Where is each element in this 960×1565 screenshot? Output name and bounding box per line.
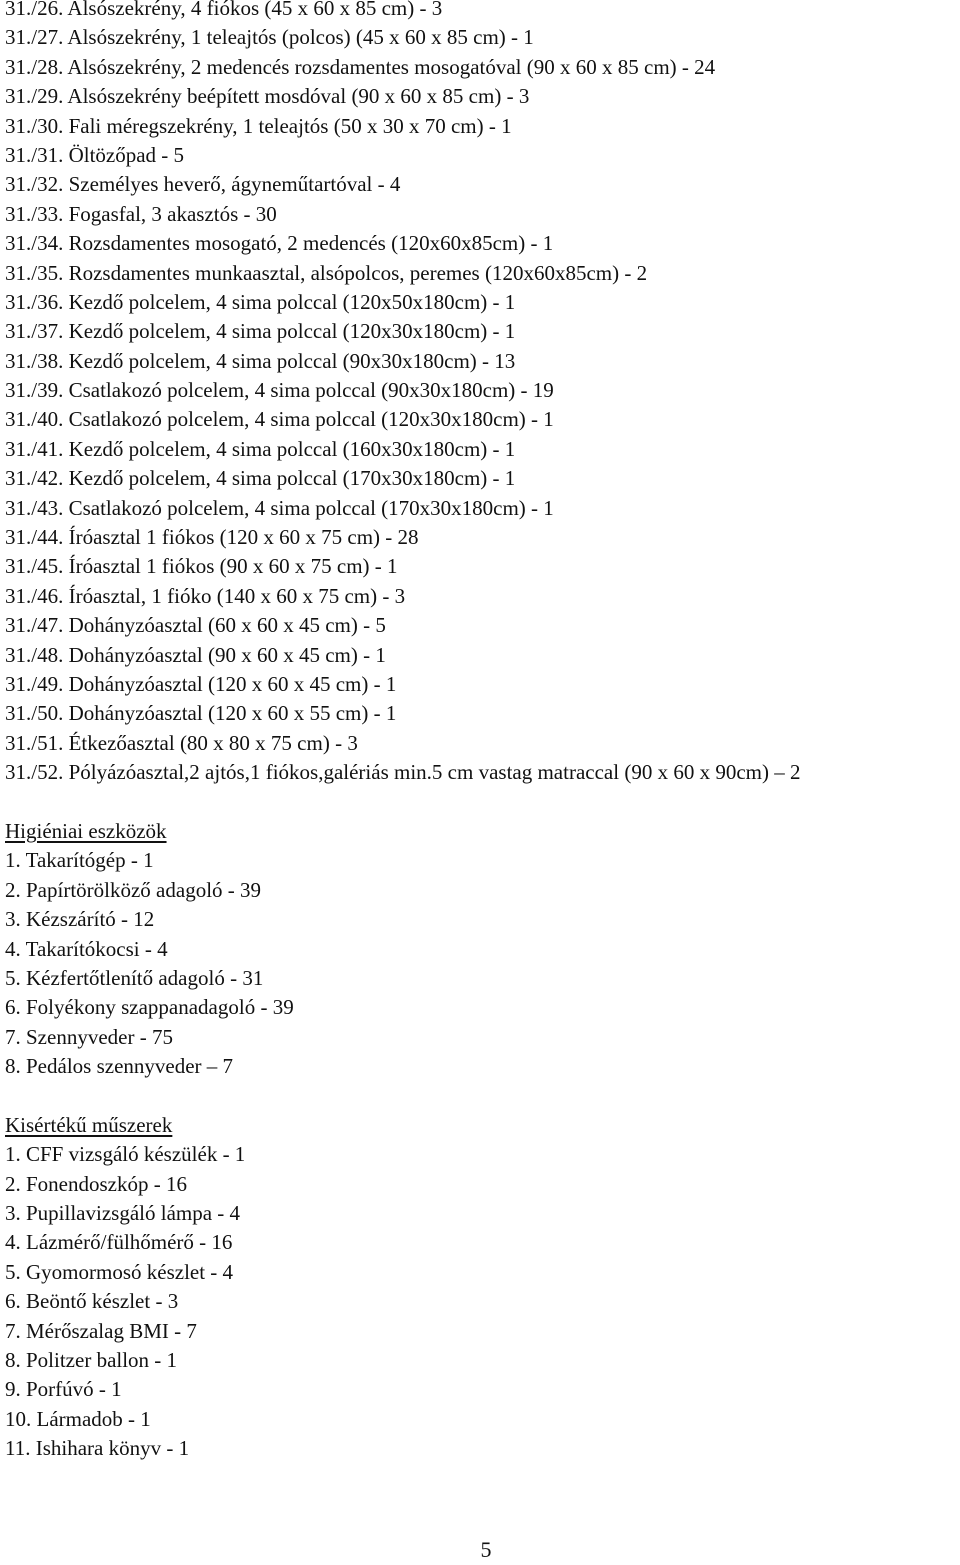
list-item: 31./50. Dohányzóasztal (120 x 60 x 55 cm) - 1 — [5, 701, 397, 726]
list-item: 7. Mérőszalag BMI - 7 — [5, 1318, 197, 1343]
list-item: 8. Pedálos szennyveder – 7 — [5, 1054, 234, 1079]
list-item: 31./52. Pólyázóasztal,2 ajtós,1 fiókos,galériás min.5 cm vastag matraccal (90 x 60 x 90cm) – 2 — [5, 760, 801, 785]
list-item: 31./36. Kezdő polcelem, 4 sima polccal (120x50x180cm) - 1 — [5, 289, 516, 314]
page-number: 5 — [480, 1537, 492, 1562]
list-item: 11. Ishihara könyv - 1 — [5, 1436, 190, 1461]
list-item: 2. Papírtörölköző adagoló - 39 — [5, 877, 262, 902]
list-item: 31./45. Íróasztal 1 fiókos (90 x 60 x 75 cm) - 1 — [5, 554, 398, 579]
section-heading-instruments: Kisértékű műszerek — [5, 1112, 173, 1137]
list-item: 31./46. Íróasztal, 1 fióko (140 x 60 x 75 cm) - 3 — [5, 583, 406, 608]
list-item: 4. Takarítókocsi - 4 — [5, 936, 168, 961]
list-item: 31./32. Személyes heverő, ágyneműtartóval - 4 — [5, 172, 401, 197]
instruments-section — [5, 1111, 955, 1464]
list-item: 3. Kézszárító - 12 — [5, 907, 155, 932]
inventory-list-31 — [5, 0, 955, 788]
list-item: 31./40. Csatlakozó polcelem, 4 sima polccal (120x30x180cm) - 1 — [5, 407, 554, 432]
list-item: 9. Porfúvó - 1 — [5, 1377, 122, 1402]
list-item: 31./39. Csatlakozó polcelem, 4 sima polccal (90x30x180cm) - 19 — [5, 378, 554, 403]
list-item: 10. Lármadob - 1 — [5, 1406, 151, 1431]
list-item: 31./43. Csatlakozó polcelem, 4 sima polccal (170x30x180cm) - 1 — [5, 495, 554, 520]
list-item: 1. Takarítógép - 1 — [5, 848, 154, 873]
list-item: 31./41. Kezdő polcelem, 4 sima polccal (160x30x180cm) - 1 — [5, 436, 516, 461]
list-item: 31./44. Íróasztal 1 fiókos (120 x 60 x 75 cm) - 28 — [5, 525, 419, 550]
list-item: 31./30. Fali méregszekrény, 1 teleajtós (50 x 30 x 70 cm) - 1 — [5, 113, 512, 138]
list-item: 31./35. Rozsdamentes munkaasztal, alsópolcos, peremes (120x60x85cm) - 2 — [5, 260, 648, 285]
list-item: 31./48. Dohányzóasztal (90 x 60 x 45 cm) - 1 — [5, 642, 386, 667]
list-item: 8. Politzer ballon - 1 — [5, 1347, 178, 1372]
list-item: 31./28. Alsószekrény, 2 medencés rozsdamentes mosogatóval (90 x 60 x 85 cm) - 24 — [5, 54, 716, 79]
list-item: 3. Pupillavizsgáló lámpa - 4 — [5, 1201, 241, 1226]
list-item: 31./37. Kezdő polcelem, 4 sima polccal (120x30x180cm) - 1 — [5, 319, 516, 344]
list-item: 31./38. Kezdő polcelem, 4 sima polccal (90x30x180cm) - 13 — [5, 348, 516, 373]
list-item: 31./29. Alsószekrény beépített mosdóval (90 x 60 x 85 cm) - 3 — [5, 84, 530, 109]
list-item: 4. Lázmérő/fülhőmérő - 16 — [5, 1230, 233, 1255]
list-item: 31./34. Rozsdamentes mosogató, 2 medencés (120x60x85cm) - 1 — [5, 231, 554, 256]
list-item: 31./33. Fogasfal, 3 akasztós - 30 — [5, 201, 277, 226]
list-item: 5. Kézfertőtlenítő adagoló - 31 — [5, 965, 264, 990]
list-item: 31./27. Alsószekrény, 1 teleajtós (polcos) (45 x 60 x 85 cm) - 1 — [5, 25, 534, 50]
list-item: 31./47. Dohányzóasztal (60 x 60 x 45 cm) - 5 — [5, 613, 386, 638]
list-item: 2. Fonendoszkóp - 16 — [5, 1171, 187, 1196]
document-page — [5, 0, 955, 1464]
list-item: 7. Szennyveder - 75 — [5, 1024, 173, 1049]
section-heading-hygiene: Higiéniai eszközök — [5, 818, 167, 843]
list-item: 31./49. Dohányzóasztal (120 x 60 x 45 cm) - 1 — [5, 671, 397, 696]
list-item: 31./26. Alsószekrény, 4 fiókos (45 x 60 x 85 cm) - 3 — [5, 0, 443, 20]
list-item: 31./31. Öltözőpad - 5 — [5, 142, 185, 167]
section-spacer — [5, 1081, 955, 1110]
section-spacer — [5, 788, 955, 817]
list-item: 1. CFF vizsgáló készülék - 1 — [5, 1142, 246, 1167]
hygiene-section — [5, 817, 955, 1082]
list-item: 6. Folyékony szappanadagoló - 39 — [5, 995, 294, 1020]
list-item: 31./42. Kezdő polcelem, 4 sima polccal (170x30x180cm) - 1 — [5, 466, 516, 491]
list-item: 5. Gyomormosó készlet - 4 — [5, 1259, 234, 1284]
list-item: 31./51. Étkezőasztal (80 x 80 x 75 cm) - 3 — [5, 730, 358, 755]
list-item: 6. Beöntő készlet - 3 — [5, 1289, 179, 1314]
